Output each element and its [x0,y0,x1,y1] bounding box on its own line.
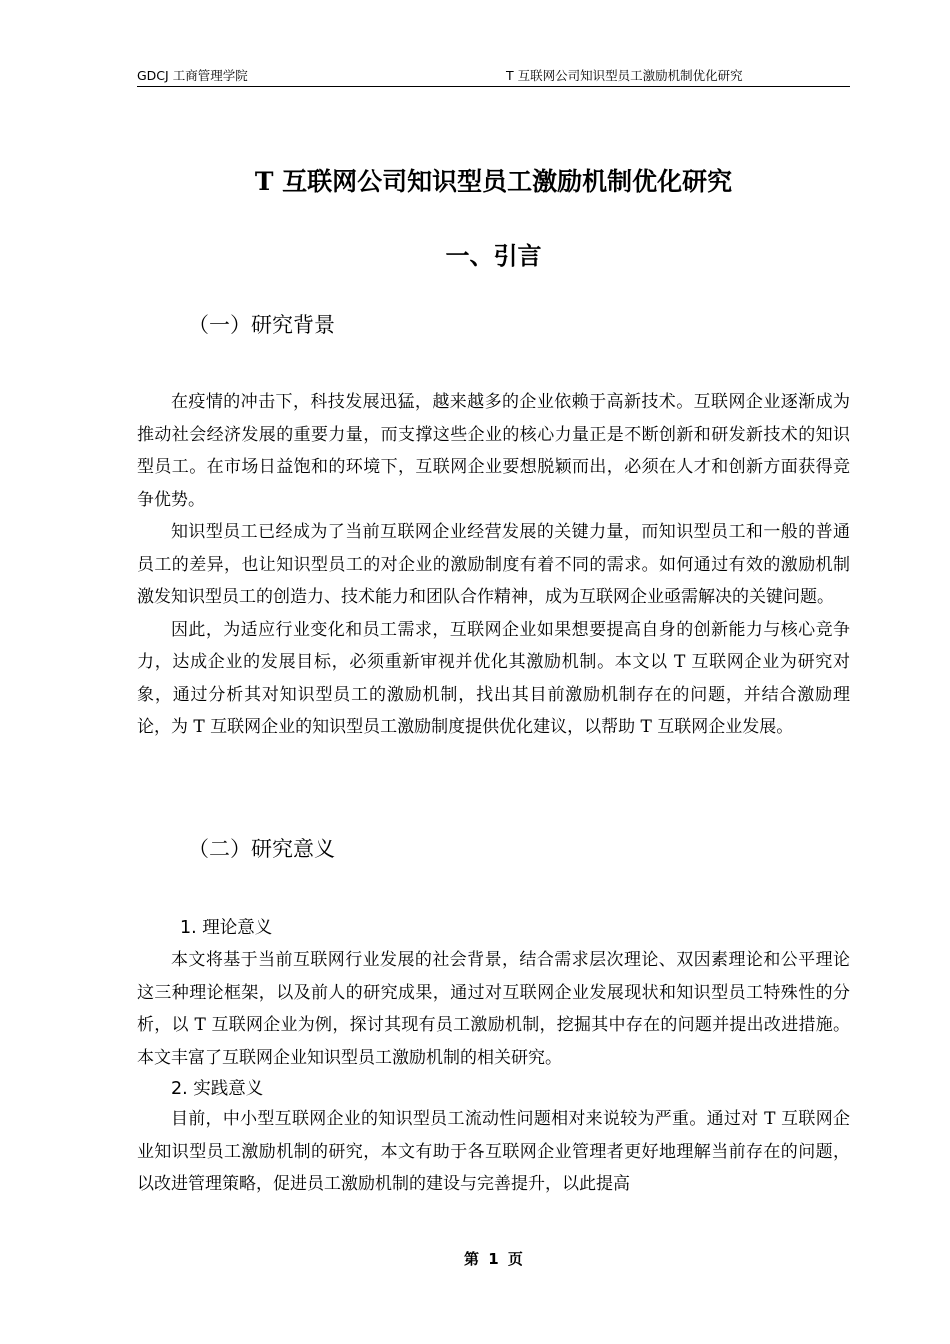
section-heading-background: （一）研究背景 [188,313,335,337]
theoretical-significance-body [137,944,850,1074]
header-document-title: T 互联网公司知识型员工激励机制优化研究 [506,68,743,83]
background-paragraph-2: 知识型员工已经成为了当前互联网企业经营发展的关键力量，而知识型员工和一般的普通员工的差异，也让知识型员工的对企业的激励制度有着不同的需求。如何通过有效的激励机制激发知识型员工的创造力、技术能力和团队合作精神，成为互联网企业亟需解决的关键问题。 [137,522,850,607]
section-heading-significance: （二）研究意义 [188,837,335,861]
practical-significance-body [137,1103,850,1201]
subheading-theoretical-significance: 1. 理论意义 [180,918,273,938]
page-header [137,66,850,87]
page-number: 第 1 页 [464,1250,523,1268]
background-body [137,386,850,744]
background-paragraph-1: 在疫情的冲击下，科技发展迅猛，越来越多的企业依赖于高新技术。互联网企业逐渐成为推动社会经济发展的重要力量，而支撑这些企业的核心力量正是不断创新和研发新技术的知识型员工。在市场日益饱和的环境下，互联网企业要想脱颖而出，必须在人才和创新方面获得竞争优势。 [137,392,850,510]
subheading-practical-significance: 2. 实践意义 [171,1079,264,1099]
header-school-name: GDCJ 工商管理学院 [137,68,248,83]
document-title: T 互联网公司知识型员工激励机制优化研究 [254,167,733,196]
chapter-heading-introduction: 一、引言 [445,242,542,270]
background-paragraph-3: 因此，为适应行业变化和员工需求，互联网企业如果想要提高自身的创新能力与核心竞争力，达成企业的发展目标，必须重新审视并优化其激励机制。本文以 T 互联网企业为研究对象，通过分析其对知识型员工的激励机制，找出其目前激励机制存在的问题，并结合激励理论，为 T 互联网企业的知识型员工激励制度提供优化建议，以帮助 T 互联网企业发展。 [137,619,850,737]
practical-significance-paragraph: 目前，中小型互联网企业的知识型员工流动性问题相对来说较为严重。通过对 T 互联网企业知识型员工激励机制的研究，本文有助于各互联网企业管理者更好地理解当前存在的问题，以改进管理策略，促进员工激励机制的建设与完善提升，以此提高 [137,1109,850,1194]
theoretical-significance-paragraph: 本文将基于当前互联网行业发展的社会背景，结合需求层次理论、双因素理论和公平理论这三种理论框架，以及前人的研究成果，通过对互联网企业发展现状和知识型员工特殊性的分析，以 T 互联网企业为例，探讨其现有员工激励机制，挖掘其中存在的问题并提出改进措施。本文丰富了互联网企业知识型员工激励机制的相关研究。 [137,950,850,1068]
